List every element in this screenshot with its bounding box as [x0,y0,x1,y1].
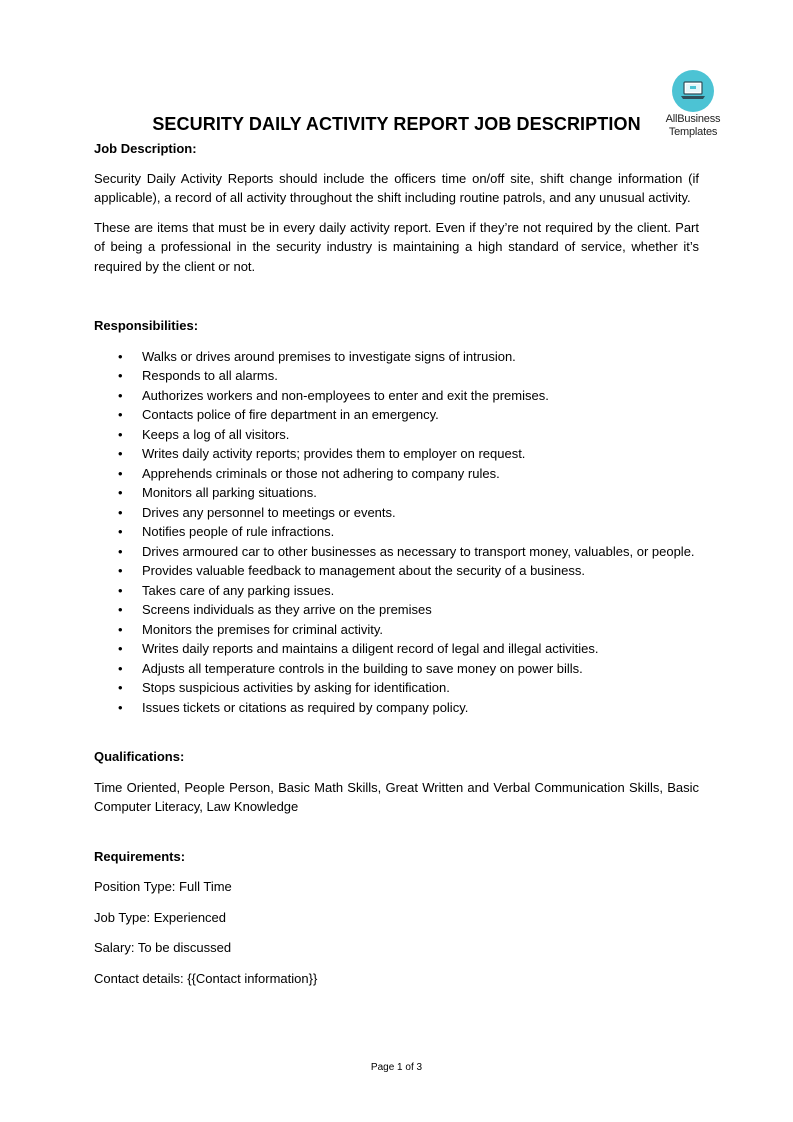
job-description-heading: Job Description: [94,141,197,156]
responsibility-item [94,464,699,484]
responsibility-text: Drives armoured car to other businesses as necessary to transport money, valuables, or people. [142,543,695,559]
responsibility-item [94,542,699,562]
responsibility-text: Takes care of any parking issues. [142,582,335,598]
bullet-icon: • [118,446,123,461]
responsibility-text: Monitors the premises for criminal activity. [142,621,384,637]
responsibility-item [94,366,699,386]
responsibility-text: Screens individuals as they arrive on the premises [142,602,432,617]
bullet-icon: • [118,524,123,539]
bullet-icon: • [118,348,123,364]
responsibility-item [94,561,699,581]
responsibility-text: Contacts police of fire department in an emergency. [142,407,439,422]
document-title: SECURITY DAILY ACTIVITY REPORT JOB DESCRIPTION [152,114,641,134]
document-body [94,139,699,988]
logo-line-2: Templates [668,126,718,138]
responsibility-item [94,425,699,445]
responsibility-text: Monitors all parking situations. [142,485,317,500]
bullet-icon: • [118,368,123,383]
bullet-icon: • [118,407,123,422]
job-description-paragraph-1: Security Daily Activity Reports should include the officers time on/off site, shift change information (if applicable), a record of all activity throughout the shift including routine patrols, and any unusual activity. [94,170,699,205]
responsibility-text: Issues tickets or citations as required by company policy. [142,699,469,715]
responsibility-text: Stops suspicious activities by asking for identification. [142,680,450,695]
bullet-icon: • [118,465,123,481]
contact-details: Contact details: {{Contact information}} [94,970,318,986]
bullet-icon: • [118,387,123,403]
logo-line-1: AllBusiness [665,113,721,125]
responsibility-text: Apprehends criminals or those not adhering to company rules. [142,465,500,481]
responsibility-text: Notifies people of rule infractions. [142,524,335,539]
bullet-icon: • [118,699,123,715]
responsibilities-heading: Responsibilities: [94,318,199,333]
salary: Salary: To be discussed [94,940,232,955]
bullet-icon: • [118,504,123,520]
responsibility-item [94,581,699,601]
responsibility-text: Authorizes workers and non-employees to enter and exit the premises. [142,387,549,403]
qualifications-heading: Qualifications: [94,749,185,764]
responsibilities-list [94,347,699,718]
bullet-icon: • [118,563,123,578]
responsibility-item [94,678,699,698]
responsibility-item [94,639,699,659]
responsibility-item [94,659,699,679]
laptop-icon [672,70,714,112]
position-type: Position Type: Full Time [94,879,232,894]
bullet-icon: • [118,680,123,695]
responsibility-text: Writes daily reports and maintains a diligent record of legal and illegal activities. [142,641,599,656]
responsibility-item [94,483,699,503]
responsibility-item [94,444,699,464]
responsibility-item [94,503,699,523]
responsibility-item [94,600,699,620]
bullet-icon: • [118,602,123,617]
responsibility-item [94,620,699,640]
requirements-heading: Requirements: [94,848,186,864]
responsibility-item [94,698,699,718]
responsibility-text: Writes daily activity reports; provides them to employer on request. [142,446,526,461]
bullet-icon: • [118,426,123,442]
qualifications-text: Time Oriented, People Person, Basic Math Skills, Great Written and Verbal Communication Skills, Basic Computer Literacy, Law Knowledge [94,779,699,814]
responsibility-item [94,386,699,406]
bullet-icon: • [118,543,123,559]
responsibility-item [94,347,699,367]
responsibility-text: Provides valuable feedback to management about the security of a business. [142,563,585,578]
page-number: Page 1 of 3 [370,1062,423,1073]
responsibility-text: Keeps a log of all visitors. [142,426,290,442]
responsibility-item [94,522,699,542]
bullet-icon: • [118,660,123,676]
job-description-paragraph-2: These are items that must be in every daily activity report. Even if they’re not required by the client. Part of being a professional in the security industry is maintaining a high standard of service, whether it’s required by the client or not. [94,219,699,274]
bullet-icon: • [118,582,123,598]
responsibility-text: Walks or drives around premises to investigate signs of intrusion. [142,348,516,364]
bullet-icon: • [118,621,123,637]
bullet-icon: • [118,641,123,656]
bullet-icon: • [118,485,123,500]
responsibility-text: Drives any personnel to meetings or events. [142,504,396,520]
job-type: Job Type: Experienced [94,909,227,925]
responsibility-text: Responds to all alarms. [142,368,278,383]
responsibility-item [94,405,699,425]
responsibility-text: Adjusts all temperature controls in the building to save money on power bills. [142,660,583,676]
